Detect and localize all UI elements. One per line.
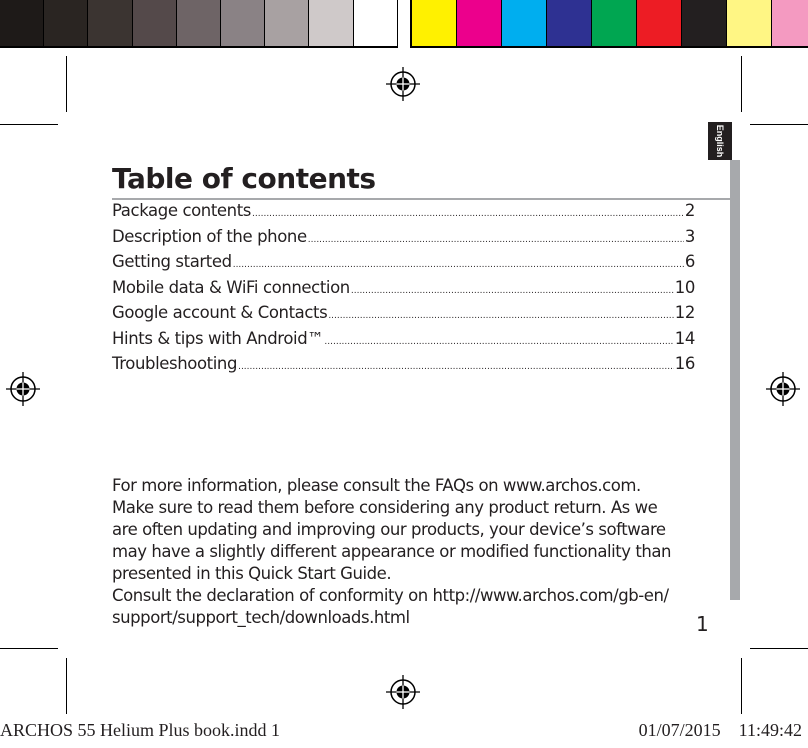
toc-entry[interactable] xyxy=(112,252,695,278)
toc-leader xyxy=(308,235,684,245)
info-line: support/support_tech/downloads.html xyxy=(112,608,410,627)
crop-mark xyxy=(0,124,58,125)
process-swatch xyxy=(457,0,502,46)
toc-leader xyxy=(324,337,673,347)
toc-leader xyxy=(351,286,674,296)
gray-swatch xyxy=(44,0,88,46)
toc-entry-label: Getting started xyxy=(112,252,232,271)
info-line: may have a slightly different appearance or modified functionality than xyxy=(112,542,672,561)
crop-mark xyxy=(750,648,808,649)
toc-entry-page: 16 xyxy=(674,354,695,373)
info-paragraph xyxy=(112,475,712,629)
gray-swatch xyxy=(265,0,309,46)
info-line: presented in this Quick Start Guide. xyxy=(112,564,392,583)
toc-entry-page: 6 xyxy=(684,252,695,271)
process-swatch xyxy=(502,0,547,46)
side-bar xyxy=(730,160,740,600)
toc-entry-label: Troubleshooting xyxy=(112,354,238,373)
toc-entry[interactable] xyxy=(112,227,695,253)
toc-entry-page: 12 xyxy=(674,303,695,322)
slug-filename: ARCHOS 55 Helium Plus book.indd 1 xyxy=(0,720,281,740)
info-line: are often updating and improving our products, your device’s software xyxy=(112,520,666,539)
toc-entry[interactable] xyxy=(112,354,695,380)
crop-mark xyxy=(741,56,742,112)
slug-time: 11:49:42 xyxy=(738,720,802,740)
crop-mark xyxy=(0,648,58,649)
toc-entry-label: Package contents xyxy=(112,201,252,220)
toc-entry-label: Hints & tips with Android™ xyxy=(112,328,324,348)
gray-swatch xyxy=(0,0,44,46)
registration-mark-icon xyxy=(386,67,420,101)
toc-entry[interactable] xyxy=(112,201,695,227)
process-swatch xyxy=(682,0,727,46)
toc-leader xyxy=(252,209,684,219)
process-swatch xyxy=(727,0,772,46)
toc-entry[interactable] xyxy=(112,303,695,329)
gray-swatch xyxy=(221,0,265,46)
crop-mark xyxy=(66,56,67,112)
page-number: 1 xyxy=(696,612,709,636)
toc-entry[interactable] xyxy=(112,329,695,355)
language-tab-label: English xyxy=(715,124,725,158)
registration-mark-icon xyxy=(386,675,420,709)
registration-mark-icon xyxy=(6,372,40,406)
crop-mark xyxy=(66,658,67,714)
toc-entry-page: 2 xyxy=(684,201,695,220)
process-swatch xyxy=(772,0,808,46)
process-swatch xyxy=(592,0,637,46)
toc-leader xyxy=(328,311,673,321)
toc-entry[interactable] xyxy=(112,278,695,304)
gray-swatch xyxy=(354,0,398,46)
crop-mark xyxy=(750,124,808,125)
toc-entry-label: Description of the phone xyxy=(112,226,307,246)
color-bars xyxy=(0,0,808,48)
process-swatch xyxy=(547,0,592,46)
info-line: Make sure to read them before considering any product return. As we xyxy=(112,498,658,517)
gray-swatch xyxy=(309,0,353,46)
toc-leader xyxy=(238,362,674,372)
slug-date: 01/07/2015 xyxy=(638,720,721,740)
gray-swatch xyxy=(133,0,177,46)
crop-mark xyxy=(741,658,742,714)
title-rule xyxy=(112,198,730,200)
info-line: For more information, please consult the FAQs on www.archos.com. xyxy=(112,476,641,495)
gray-swatch xyxy=(88,0,132,46)
toc-leader xyxy=(233,260,684,270)
toc-entry-page: 10 xyxy=(674,277,695,297)
toc-entry-label: Google account & Contacts xyxy=(112,303,328,322)
page-title: Table of contents xyxy=(112,162,376,195)
process-swatch xyxy=(637,0,682,46)
toc-entry-page: 3 xyxy=(684,226,695,246)
process-swatch xyxy=(412,0,457,46)
info-line: Consult the declaration of conformity on http://www.archos.com/gb-en/ xyxy=(112,586,669,605)
toc-entry-page: 14 xyxy=(674,328,695,348)
toc-entry-label: Mobile data & WiFi connection xyxy=(112,277,350,297)
language-tab xyxy=(708,122,732,160)
registration-mark-icon xyxy=(766,372,800,406)
slug-timestamp xyxy=(639,720,802,741)
table-of-contents xyxy=(112,201,695,380)
gray-swatch xyxy=(177,0,221,46)
